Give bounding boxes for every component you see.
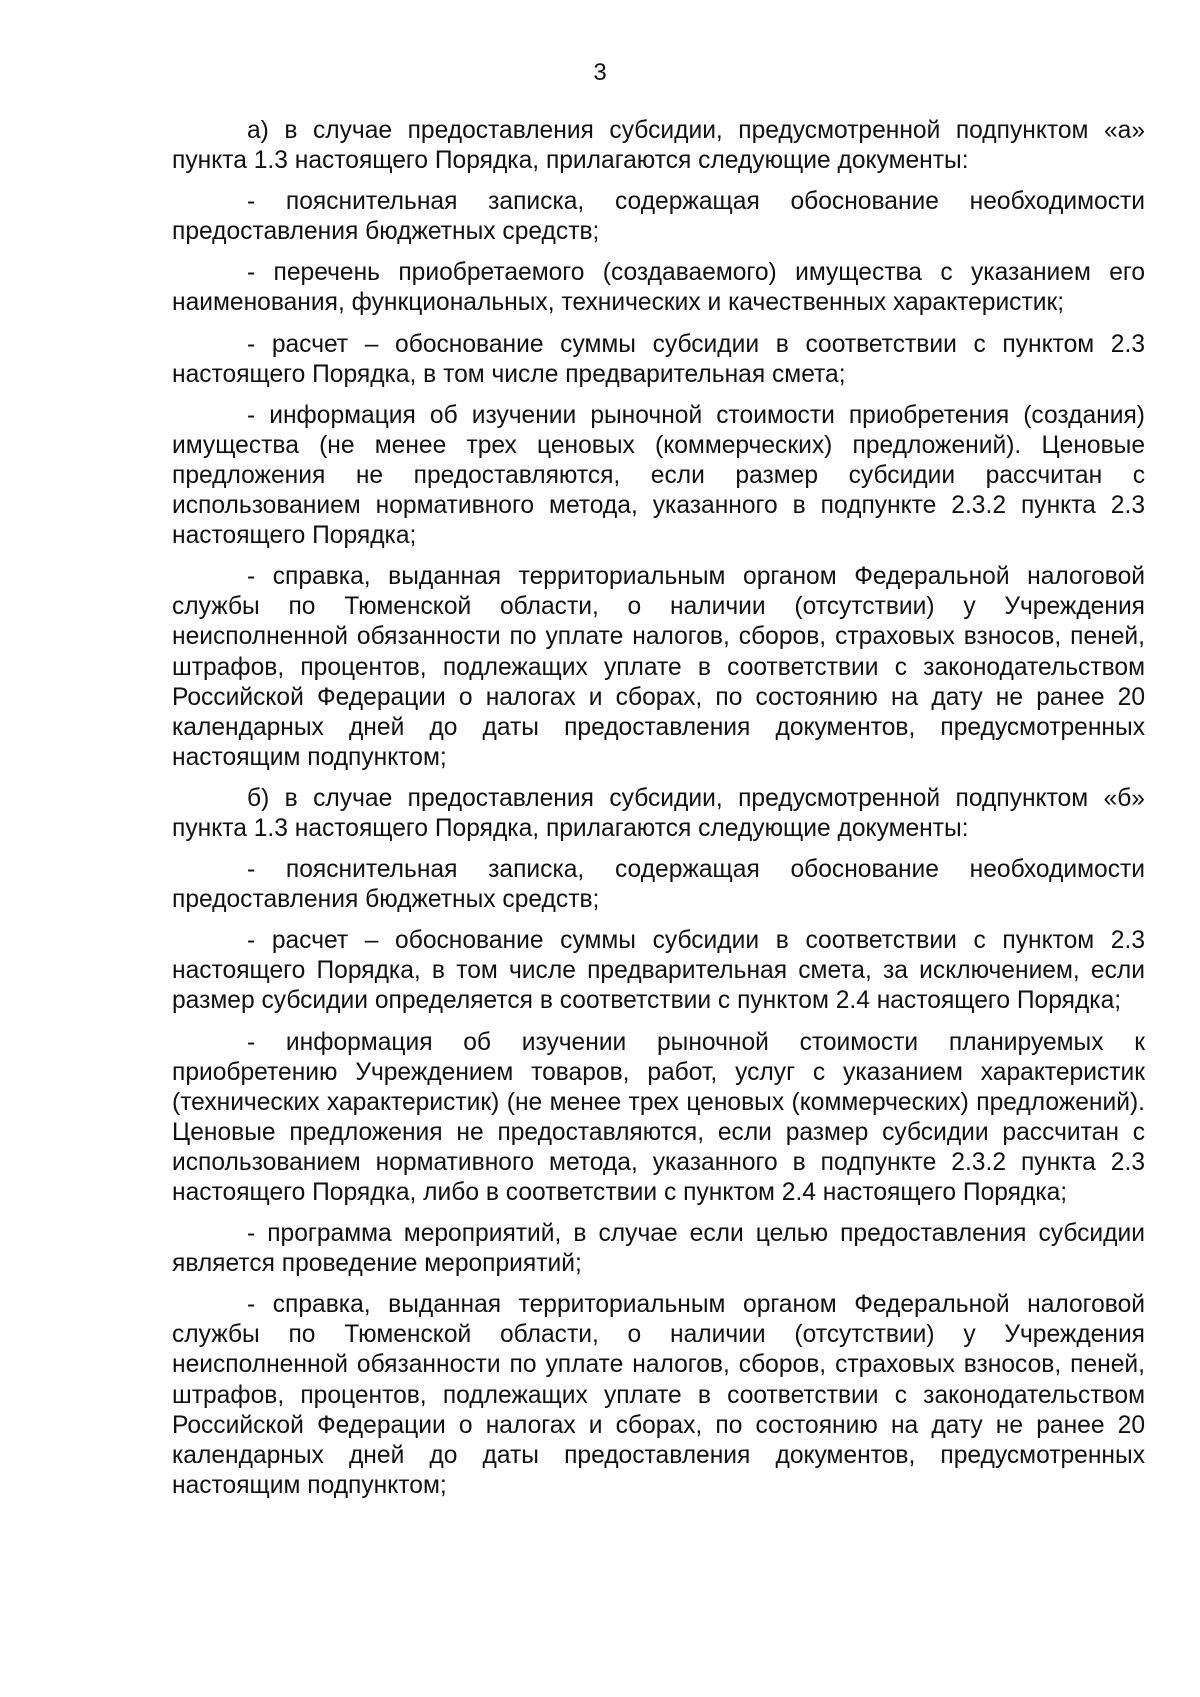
paragraph-a-calculation: - расчет – обоснование суммы субсидии в соответствии с пунктом 2.3 настоящего Порядка, в том числе предварительная смета; [172, 330, 1145, 388]
paragraph-b-event-program: - программа мероприятий, в случае если целью предоставления субсидии является проведение мероприятий; [172, 1220, 1145, 1278]
paragraph-a-explanatory-note: - пояснительная записка, содержащая обоснование необходимости предоставления бюджетных средств; [172, 188, 1145, 246]
page-number: 3 [593, 59, 607, 86]
paragraph-b-intro: б) в случае предоставления субсидии, предусмотренной подпунктом «б» пункта 1.3 настоящего Порядка, прилагаются следующие документы: [172, 784, 1145, 842]
paragraph-a-property-list: - перечень приобретаемого (создаваемого) имущества с указанием его наименования, функциональных, технических и качественных характеристик; [172, 259, 1145, 317]
paragraph-a-market-info: - информация об изучении рыночной стоимости приобретения (создания) имущества (не менее трех ценовых (коммерческих) предложений). Ценовые предложения не предоставляются, если размер субсидии рассчитан с использованием нормативного метода, указанного в подпункте 2.3.2 пункта 2.3 настоящего Порядка; [172, 401, 1145, 550]
paragraph-b-market-info: - информация об изучении рыночной стоимости планируемых к приобретению Учреждением товаров, работ, услуг с указанием характеристик (технических характеристик) (не менее трех ценовых (коммерческих) предложений). Ценовые предложения не предоставляются, если размер субсидии рассчитан с использованием нормативного метода, указанного в подпункте 2.3.2 пункта 2.3 настоящего Порядка, либо в соответствии с пунктом 2.4 настоящего Порядка; [172, 1028, 1145, 1206]
paragraph-a-tax-certificate: - справка, выданная территориальным органом Федеральной налоговой службы по Тюменской области, о наличии (отсутствии) у Учреждения неисполненной обязанности по уплате налогов, сборов, страховых взносов, пеней, штрафов, процентов, подлежащих уплате в соответствии с законодательством Российской Федерации о налогах и сборах, по состоянию на дату не ранее 20 календарных дней до даты предоставления документов, предусмотренных настоящим подпунктом; [172, 563, 1145, 771]
paragraph-b-tax-certificate: - справка, выданная территориальным органом Федеральной налоговой службы по Тюменской области, о наличии (отсутствии) у Учреждения неисполненной обязанности по уплате налогов, сборов, страховых взносов, пеней, штрафов, процентов, подлежащих уплате в соответствии с законодательством Российской Федерации о налогах и сборах, по состоянию на дату не ранее 20 календарных дней до даты предоставления документов, предусмотренных настоящим подпунктом; [172, 1291, 1145, 1499]
paragraph-b-explanatory-note: - пояснительная записка, содержащая обоснование необходимости предоставления бюджетных средств; [172, 856, 1145, 914]
document-body [172, 116, 1145, 1512]
paragraph-b-calculation: - расчет – обоснование суммы субсидии в соответствии с пунктом 2.3 настоящего Порядка, в том числе предварительная смета, за исключением, если размер субсидии определяется в соответствии с пунктом 2.4 настоящего Порядка; [172, 927, 1145, 1015]
paragraph-a-intro: а) в случае предоставления субсидии, предусмотренной подпунктом «а» пункта 1.3 настоящего Порядка, прилагаются следующие документы: [172, 117, 1145, 175]
